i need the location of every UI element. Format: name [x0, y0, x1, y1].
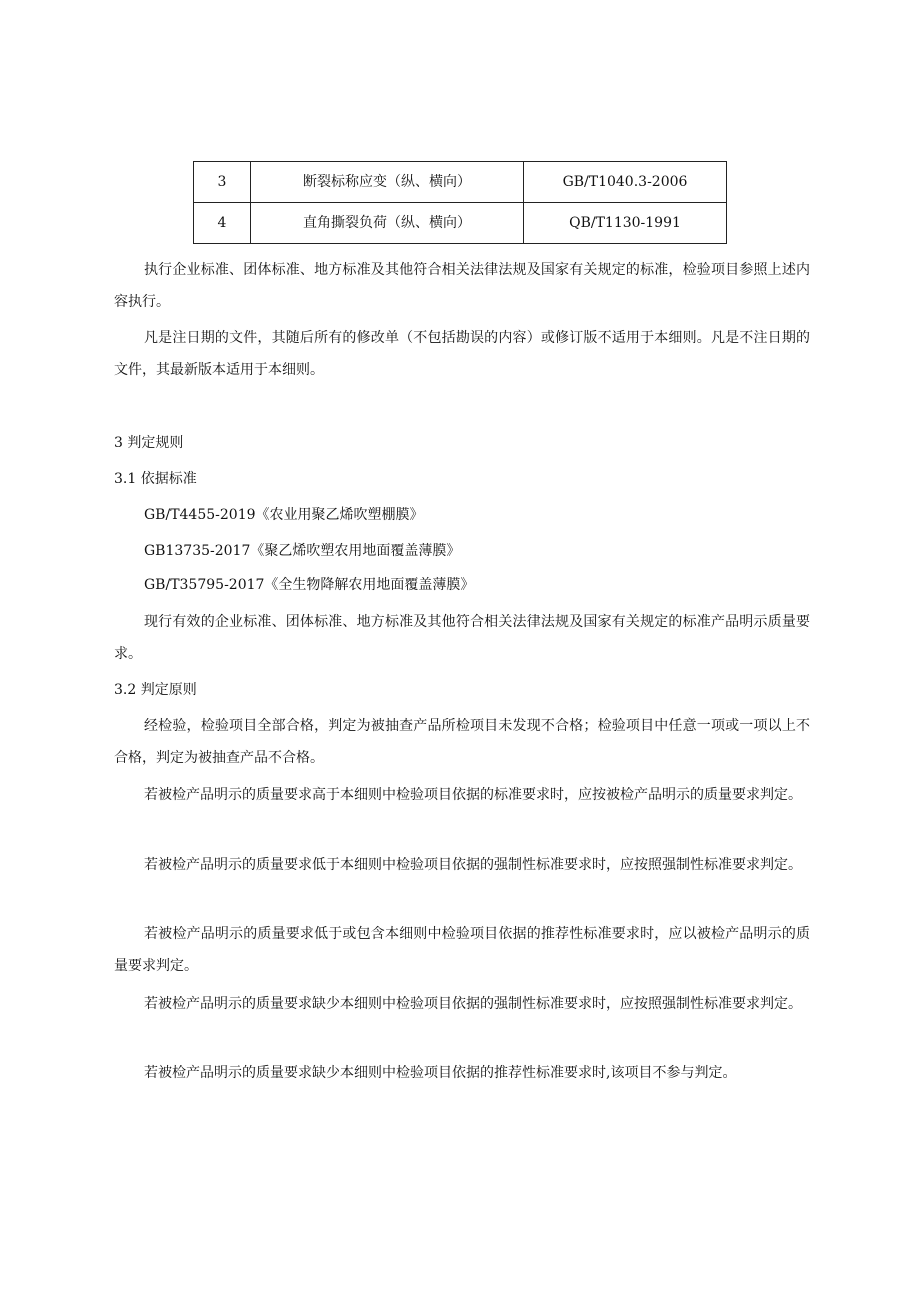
judgment-paragraph-2: 若被检产品明示的质量要求高于本细则中检验项目依据的标准要求时，应按被检产品明示的质量要求判定。 [144, 787, 802, 803]
judgment-paragraph-5: 若被检产品明示的质量要求缺少本细则中检验项目依据的强制性标准要求时，应按照强制性标准要求判定。 [144, 996, 802, 1012]
section-3-2-title: 3.2 判定原则 [114, 682, 197, 698]
standards-note: 现行有效的企业标准、团体标准、地方标准及其他符合相关法律法规及国家有关规定的标准产品明示质量要求。 [114, 614, 810, 662]
test-standard: GB/T1040.3-2006 [524, 162, 727, 203]
judgment-paragraph-3: 若被检产品明示的质量要求低于本细则中检验项目依据的强制性标准要求时，应按照强制性标准要求判定。 [144, 857, 802, 873]
judgment-paragraph-1: 经检验，检验项目全部合格，判定为被抽查产品所检项目未发现不合格；检验项目中任意一项或一项以上不合格，判定为被抽查产品不合格。 [114, 718, 810, 766]
standard-item-2: GB13735-2017《聚乙烯吹塑农用地面覆盖薄膜》 [144, 543, 461, 559]
test-item: 断裂标称应变（纵、横向） [251, 162, 524, 203]
section-3-title: 3 判定规则 [114, 435, 184, 451]
row-number: 4 [194, 203, 251, 244]
judgment-paragraph-6: 若被检产品明示的质量要求缺少本细则中检验项目依据的推荐性标准要求时,该项目不参与判定。 [144, 1065, 737, 1081]
standard-item-1: GB/T4455-2019《农业用聚乙烯吹塑棚膜》 [144, 507, 424, 523]
intro-paragraph-2: 凡是注日期的文件，其随后所有的修改单（不包括勘误的内容）或修订版不适用于本细则。凡是不注日期的文件，其最新版本适用于本细则。 [114, 330, 810, 378]
table-row [194, 203, 727, 244]
section-3-1-title: 3.1 依据标准 [114, 471, 197, 487]
intro-paragraph-1: 执行企业标准、团体标准、地方标准及其他符合相关法律法规及国家有关规定的标准，检验项目参照上述内容执行。 [114, 262, 810, 310]
judgment-paragraph-4: 若被检产品明示的质量要求低于或包含本细则中检验项目依据的推荐性标准要求时，应以被检产品明示的质量要求判定。 [114, 926, 810, 974]
standards-table [193, 161, 727, 244]
standard-item-3: GB/T35795-2017《全生物降解农用地面覆盖薄膜》 [144, 577, 475, 593]
table-row [194, 162, 727, 203]
test-standard: QB/T1130-1991 [524, 203, 727, 244]
row-number: 3 [194, 162, 251, 203]
test-item: 直角撕裂负荷（纵、横向） [251, 203, 524, 244]
